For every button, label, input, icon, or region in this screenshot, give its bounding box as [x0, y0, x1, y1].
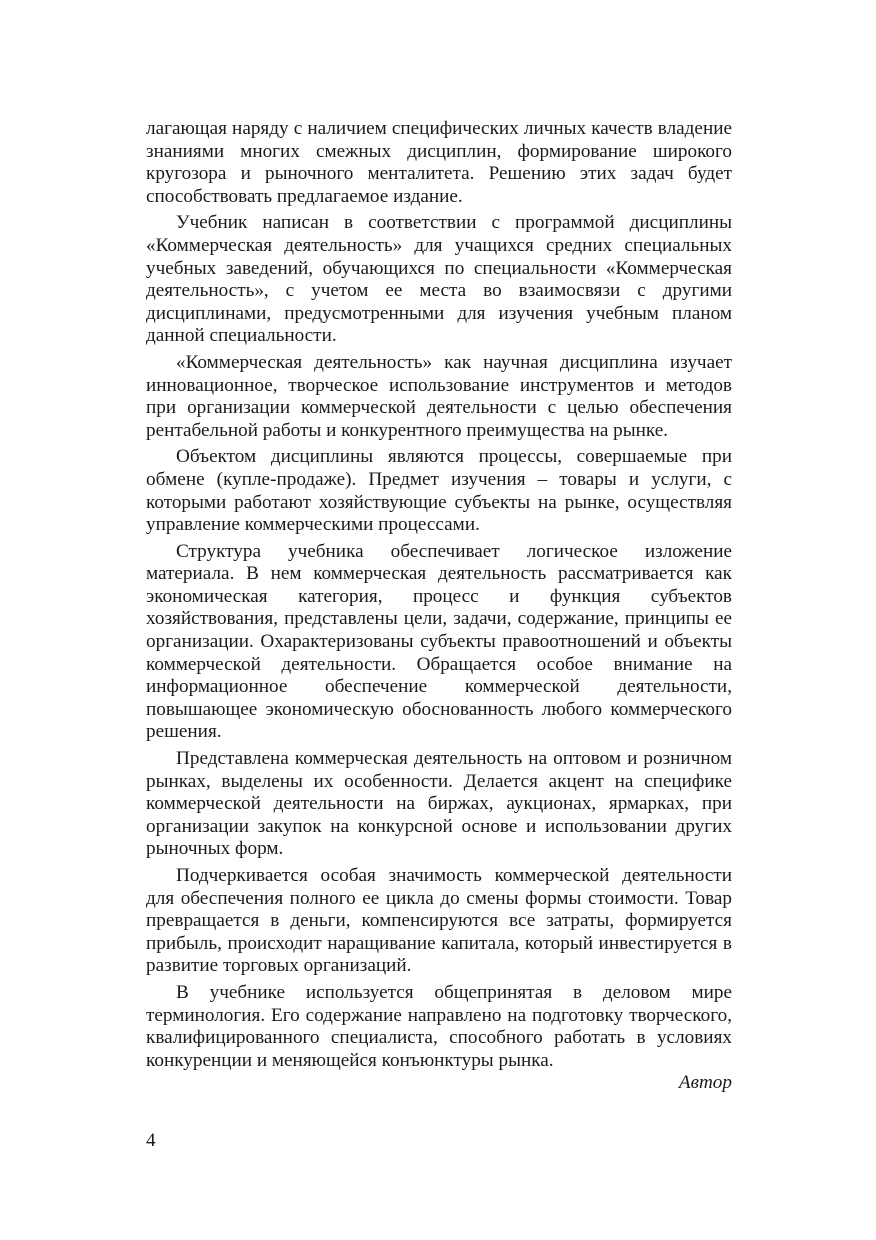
paragraph-continuation: лагающая наряду с наличием специфических личных качеств владение знаниями многих смежных дисциплин, формирование широкого кругозора и рыночного менталитета. Решению этих задач будет способствовать предлагаемое издание. [146, 118, 732, 207]
paragraph-significance: Подчеркивается особая значимость коммерческой деятельности для обеспечения полного ее цикла до смены формы стоимости. Товар превращается в деньги, компенсируются все затраты, формируется прибыль, происходит наращивание капитала, который инвестируется в развитие торговых организаций. [146, 865, 732, 977]
paragraph-structure: Структура учебника обеспечивает логическое изложение материала. В нем коммерческая деятельность рассматривается как экономическая категория, процесс и функция субъектов хозяйствования, представлены цели, задачи, содержание, принципы ее организации. Охарактеризованы субъекты правоотношений и объекты коммерческой деятельности. Обращается особое внимание на информационное обеспечение коммерческой деятельности, повышающее экономическую обоснованность любого коммерческого решения. [146, 540, 732, 743]
author-signature: Автор [678, 1072, 732, 1094]
paragraph-program: Учебник написан в соответствии с программой дисциплины «Коммерческая деятельность» для учащихся средних специальных учебных заведений, обучающихся по специальности «Коммерческая деятельность», с учетом ее места во взаимосвязи с другими дисциплинами, предусмотренными для изучения учебным планом данной специальности. [146, 212, 732, 347]
paragraph-terminology: В учебнике используется общепринятая в деловом мире терминология. Его содержание направлено на подготовку творческого, квалифицированного специалиста, способного работать в условиях конкуренции и меняющейся конъюнктуры рынка. [146, 981, 732, 1071]
paragraph-discipline: «Коммерческая деятельность» как научная дисциплина изучает инновационное, творческое использование инструментов и методов при организации коммерческой деятельности с целью обеспечения рентабельной работы и конкурентного преимущества на рынке. [146, 351, 732, 441]
page-number: 4 [146, 1130, 156, 1151]
paragraph-markets: Представлена коммерческая деятельность на оптовом и розничном рынках, выделены их особенности. Делается акцент на специфике коммерческой деятельности на биржах, аукционах, ярмарках, при организации закупок на конкурсной основе и использовании других рыночных форм. [146, 748, 732, 860]
page-body [146, 118, 732, 1095]
paragraph-object: Объектом дисциплины являются процессы, совершаемые при обмене (купле-продаже). Предмет изучения – товары и услуги, с которыми работают хозяйствующие субъекты на рынке, осуществляя управление коммерческими процессами. [146, 446, 732, 536]
